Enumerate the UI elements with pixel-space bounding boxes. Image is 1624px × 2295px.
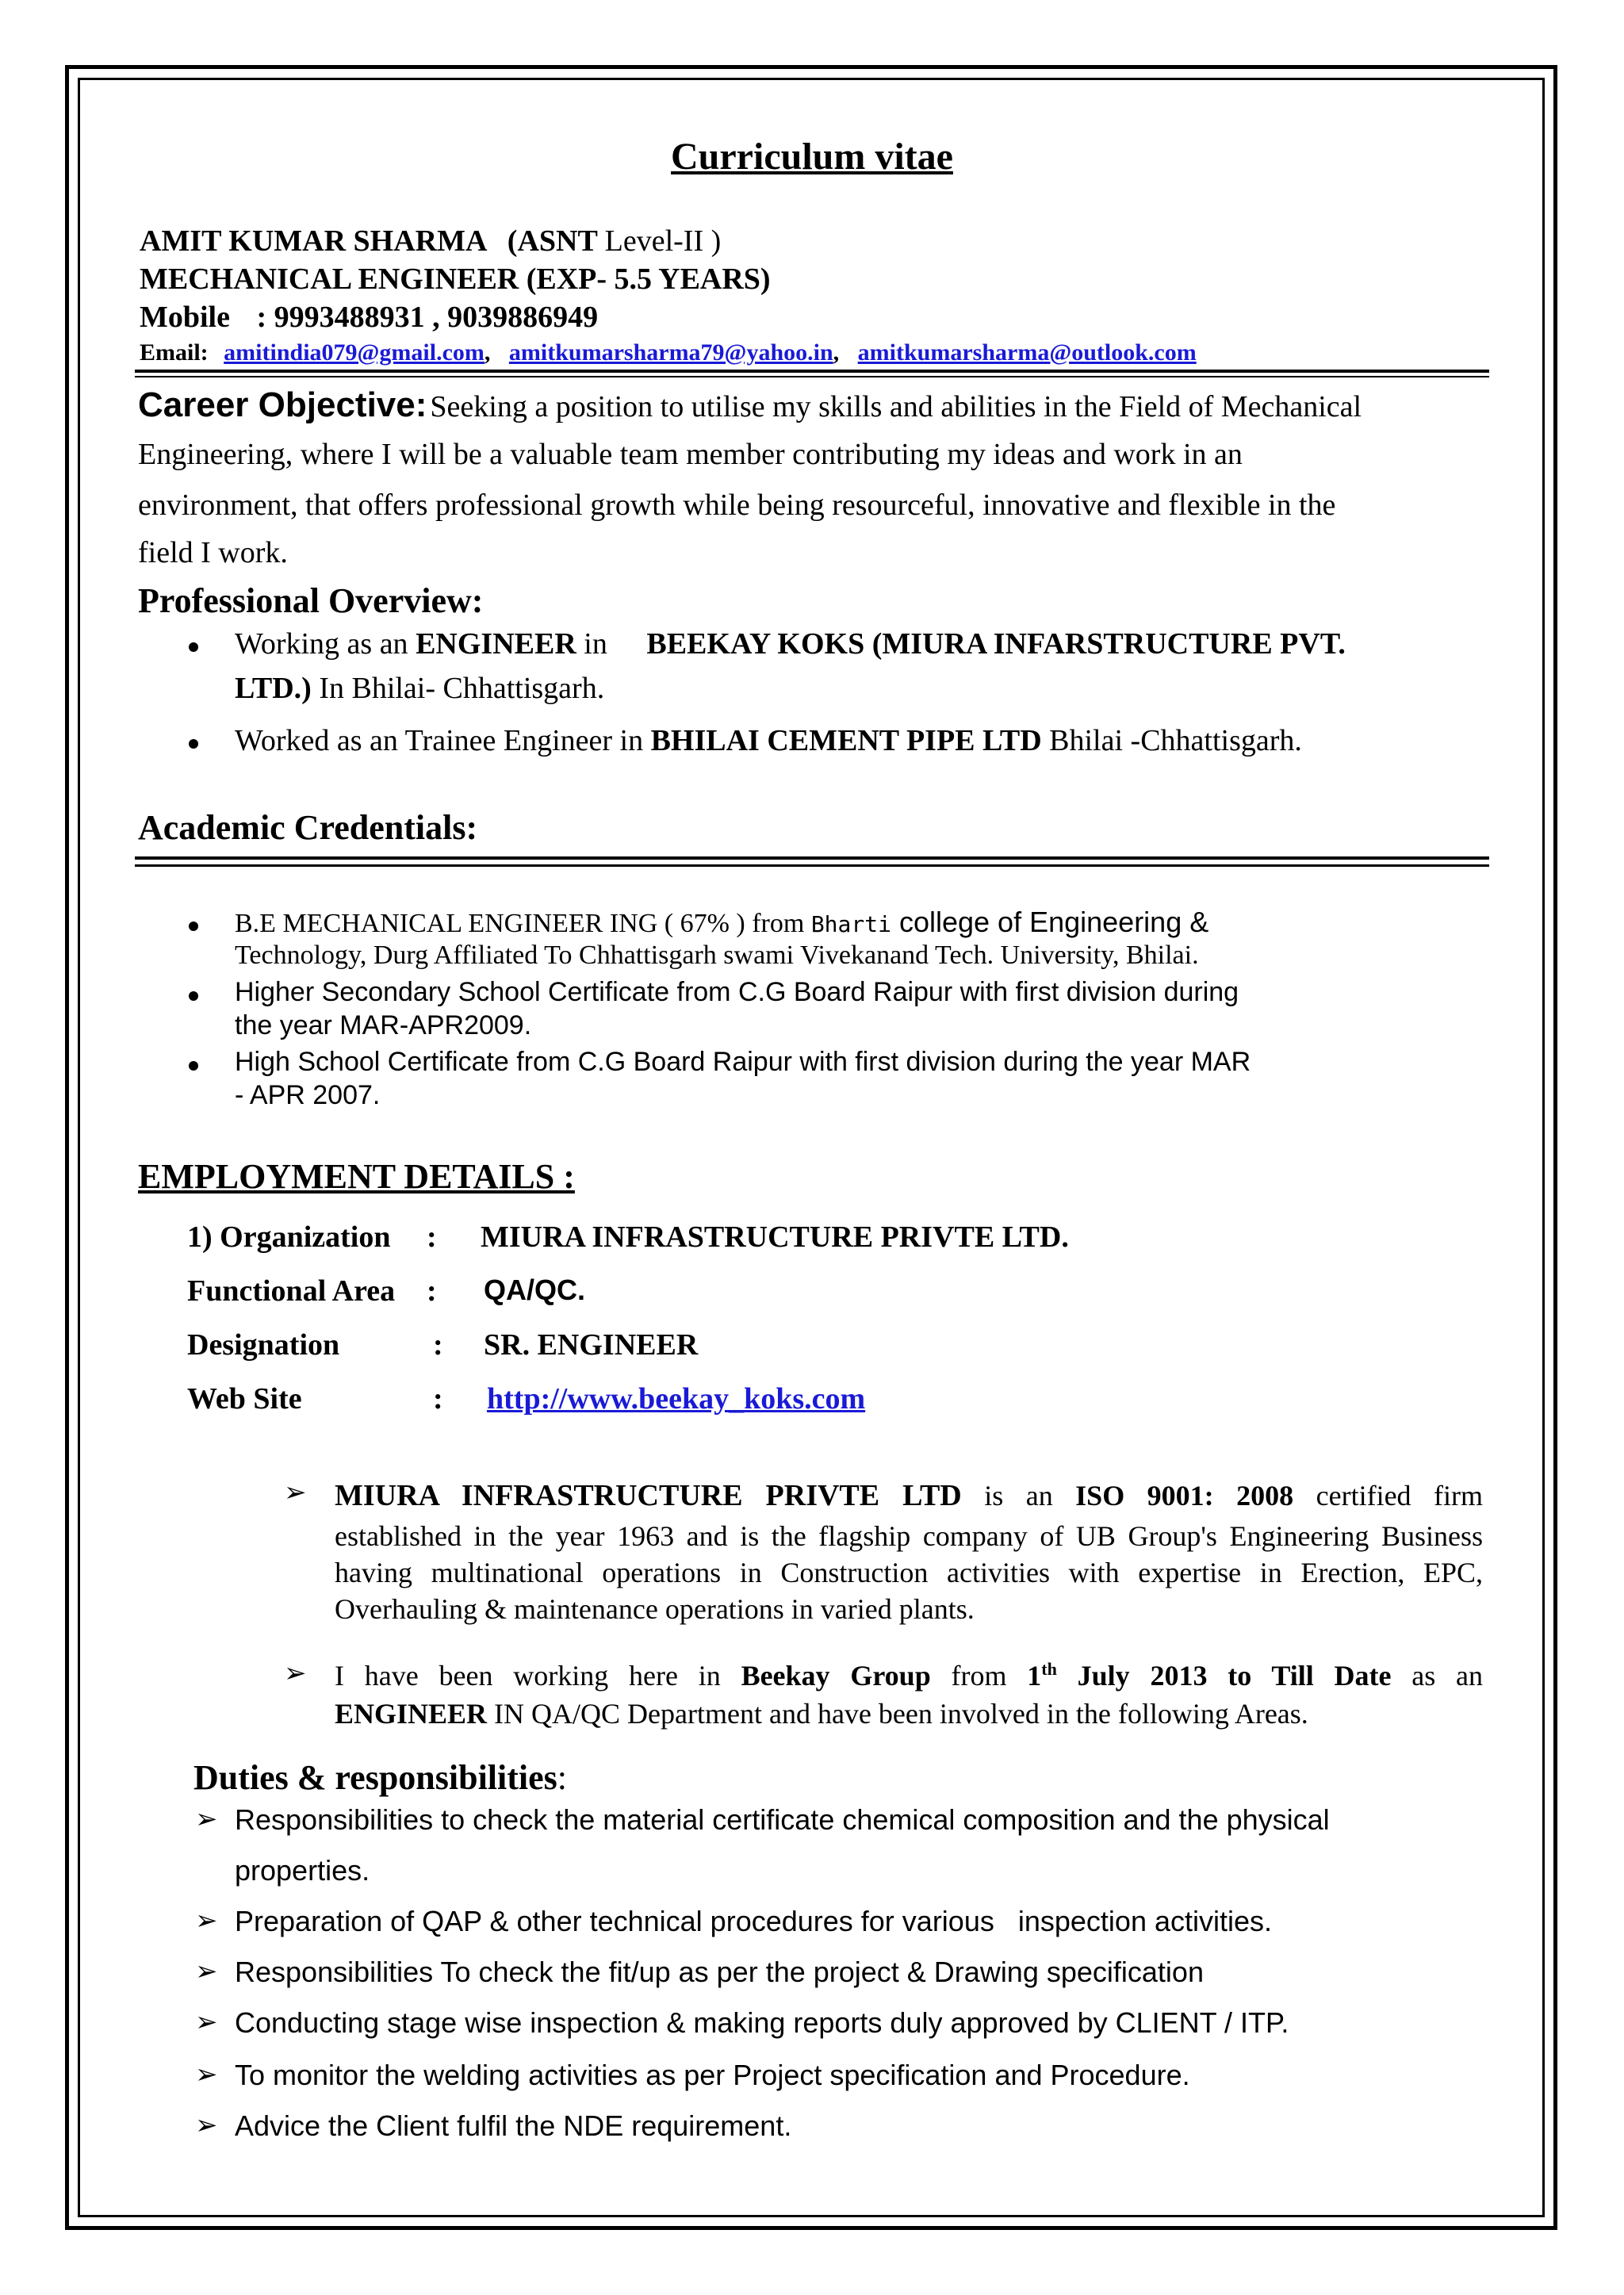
- career-objective-line2: Engineering, where I will be a valuable team member contributing my ideas and work in an: [138, 438, 1243, 471]
- duty-item-6: Advice the Client fulfil the NDE requirement.: [235, 2109, 792, 2142]
- academic-item-3-cont: - APR 2007.: [235, 1080, 381, 1110]
- arrowhead-bullet-icon: ➢: [284, 1657, 307, 1689]
- career-objective-line4: field I work.: [138, 536, 288, 569]
- functional-area-colon: :: [427, 1274, 437, 1308]
- org-label: 1) Organization: [187, 1220, 391, 1254]
- duty-item-1: Responsibilities to check the material certificate chemical composition and the physical: [235, 1803, 1330, 1836]
- arrowhead-bullet-icon: ➢: [195, 2059, 218, 2090]
- arrowhead-bullet-icon: ➢: [195, 2109, 218, 2141]
- professional-item-1-cont: LTD.) In Bhilai- Chhattisgarh.: [235, 672, 605, 705]
- designation-value: SR. ENGINEER: [484, 1328, 699, 1362]
- round-bullet-icon: [189, 642, 198, 652]
- mobile-label: Mobile: [140, 301, 230, 334]
- email-link-outlook[interactable]: amitkumarsharma@outlook.com: [857, 339, 1197, 366]
- org-colon: :: [427, 1220, 437, 1254]
- company-description-line1: MIURA INFRASTRUCTURE PRIVTE LTD is an ISO 9001: 2008 certified firm: [335, 1479, 1483, 1512]
- academic-item-3: High School Certificate from C.G Board Raipur with first division during the year MAR: [235, 1047, 1251, 1077]
- duty-item-5: To monitor the welding activities as per Project specification and Procedure.: [235, 2059, 1190, 2091]
- functional-area-label: Functional Area: [187, 1274, 396, 1308]
- arrowhead-bullet-icon: ➢: [195, 1956, 218, 1987]
- name-line: [140, 224, 721, 259]
- arrowhead-bullet-icon: ➢: [195, 1905, 218, 1937]
- arrowhead-bullet-icon: ➢: [195, 1803, 218, 1835]
- employment-heading: EMPLOYMENT DETAILS :: [138, 1157, 575, 1196]
- academic-item-2: Higher Secondary School Certificate from C.G Board Raipur with first division during: [235, 977, 1239, 1007]
- arrowhead-bullet-icon: ➢: [195, 2006, 218, 2038]
- professional-item-1: Working as an ENGINEER in BEEKAY KOKS (MIURA INFARSTRUCTURE PVT.: [235, 627, 1346, 661]
- professional-item-2: Worked as an Trainee Engineer in BHILAI CEMENT PIPE LTD Bhilai -Chhattisgarh.: [235, 724, 1302, 757]
- job-role: MECHANICAL ENGINEER (EXP- 5.5 YEARS): [140, 262, 771, 296]
- duty-item-3: Responsibilities To check the fit/up as per the project & Drawing specification: [235, 1956, 1204, 1988]
- round-bullet-icon: [189, 921, 198, 931]
- company-description-line3: having multinational operations in Construction activities with expertise in Erection, EPC,: [335, 1557, 1483, 1588]
- certification-level: Level-II ): [604, 224, 722, 258]
- header-rule-thick: [135, 370, 1489, 373]
- academic-item-2-cont: the year MAR-APR2009.: [235, 1010, 532, 1040]
- certification: (ASNT: [507, 224, 598, 258]
- duties-heading: Duties & responsibilities:: [193, 1758, 568, 1797]
- career-objective-text: Seeking a position to utilise my skills and abilities in the Field of Mechanical: [430, 390, 1362, 423]
- academic-heading: Academic Credentials:: [138, 808, 478, 847]
- page-title: Curriculum vitae: [671, 136, 953, 178]
- academic-item-1-cont: Technology, Durg Affiliated To Chhattisgarh swami Vivekanand Tech. University, Bhilai.: [235, 941, 1199, 970]
- functional-area-value: QA/QC.: [484, 1274, 586, 1306]
- website-link[interactable]: http://www.beekay_koks.com: [487, 1382, 866, 1416]
- header-rule-thin: [135, 376, 1489, 377]
- career-objective-heading: Career Objective:: [138, 385, 427, 424]
- tenure-line1: I have been working here in Beekay Group from 1th July 2013 to Till Date as an: [335, 1659, 1484, 1692]
- company-description-line4: Overhauling & maintenance operations in varied plants.: [335, 1593, 975, 1625]
- academic-rule-thin: [135, 864, 1489, 867]
- company-description-line2: established in the year 1963 and is the flagship company of UB Group's Engineering Business: [335, 1520, 1483, 1552]
- duty-item-1-cont: properties.: [235, 1854, 370, 1887]
- website-colon: :: [433, 1382, 443, 1416]
- email-label: Email:: [140, 339, 209, 366]
- professional-overview-heading: Professional Overview:: [138, 581, 484, 620]
- website-label: Web Site: [187, 1382, 302, 1416]
- org-value: MIURA INFRASTRUCTURE PRIVTE LTD.: [481, 1220, 1069, 1254]
- academic-rule-thick: [135, 856, 1489, 860]
- round-bullet-icon: [189, 991, 198, 1001]
- career-objective-line1: [138, 384, 1362, 430]
- round-bullet-icon: [189, 1061, 198, 1071]
- round-bullet-icon: [189, 739, 198, 749]
- email-link-yahoo[interactable]: amitkumarsharma79@yahoo.in: [508, 339, 833, 366]
- email-line: Email: amitindia079@gmail.com, amitkumarsharma79@yahoo.in, amitkumarsharma@outlook.com: [140, 339, 1197, 366]
- designation-label: Designation: [187, 1328, 340, 1362]
- candidate-name: AMIT KUMAR SHARMA: [140, 224, 486, 258]
- mobile-value: : 9993488931 , 9039886949: [256, 301, 599, 334]
- tenure-line2: ENGINEER IN QA/QC Department and have been involved in the following Areas.: [335, 1698, 1308, 1730]
- career-objective-line3: environment, that offers professional growth while being resourceful, innovative and flexible in the: [138, 489, 1336, 522]
- arrowhead-bullet-icon: ➢: [284, 1477, 307, 1508]
- mobile-line: [140, 300, 598, 335]
- email-link-gmail[interactable]: amitindia079@gmail.com: [224, 339, 485, 366]
- duty-item-4: Conducting stage wise inspection & making reports duly approved by CLIENT / ITP.: [235, 2006, 1289, 2039]
- duty-item-2: Preparation of QAP & other technical procedures for various inspection activities.: [235, 1905, 1273, 1937]
- designation-colon: :: [433, 1328, 443, 1362]
- academic-item-1: B.E MECHANICAL ENGINEER ING ( 67% ) from Bharti college of Engineering &: [235, 906, 1209, 938]
